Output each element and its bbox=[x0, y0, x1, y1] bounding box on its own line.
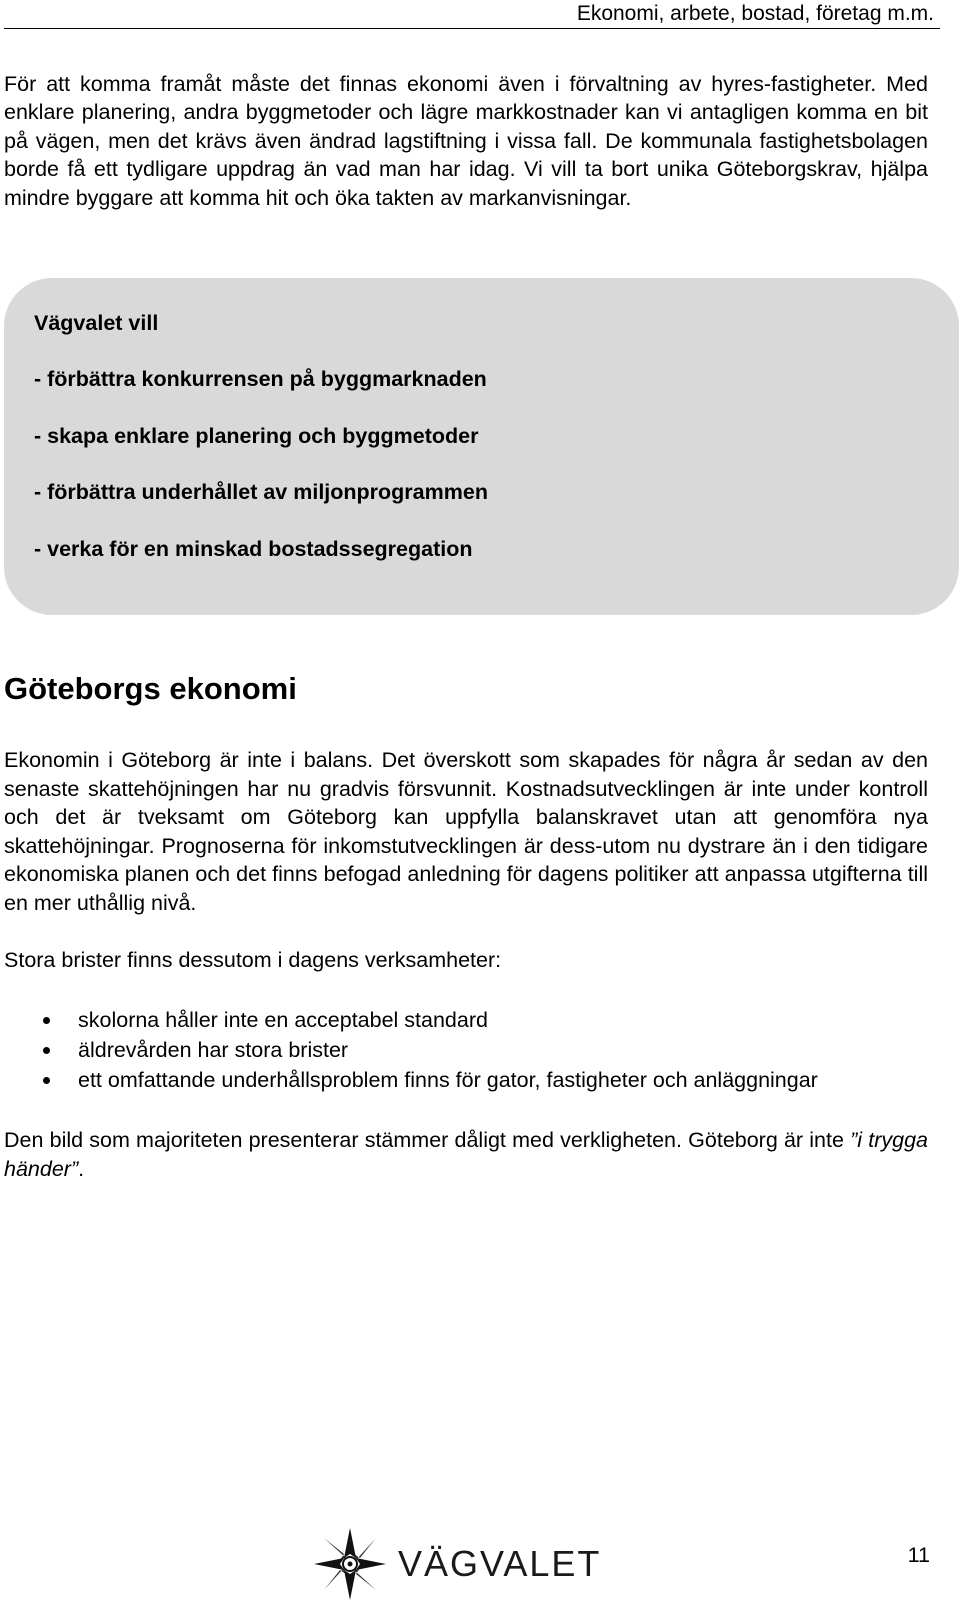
footer-logo bbox=[310, 1524, 610, 1608]
compass-star-icon bbox=[310, 1524, 390, 1604]
running-title: Ekonomi, arbete, bostad, företag m.m. bbox=[576, 2, 934, 25]
bullet-icon bbox=[43, 1047, 50, 1054]
callout-heading: Vägvalet vill bbox=[34, 311, 159, 335]
intro-paragraph: För att komma framåt måste det finnas ekonomi även i förvaltning av hyres-fastigheter. Med enklare planering, andra byggmetoder och lägre markkostnader kan vi antagligen komma en bit på vägen, men det krävs även ändrad lagstiftning i vissa fall. De kommunala fastighetsbolagen borde få ett tydligare uppdrag än vad man har idag. Vi vill ta bort unika Göteborgskrav, hjälpa mindre byggare att komma hit och öka takten av markanvisningar. bbox=[4, 72, 928, 210]
page-number: 11 bbox=[907, 1543, 930, 1567]
page-header bbox=[4, 0, 940, 29]
list-item bbox=[0, 1065, 940, 1095]
closing-paragraph bbox=[4, 1126, 928, 1183]
closing-end: . bbox=[78, 1156, 85, 1181]
callout-item: - förbättra konkurrensen på byggmarknaden bbox=[34, 367, 487, 391]
logo-wordmark: VÄGVALET bbox=[398, 1543, 602, 1584]
section-title: Göteborgs ekonomi bbox=[4, 671, 297, 706]
callout-box bbox=[4, 278, 959, 615]
deficits-list bbox=[0, 1005, 940, 1095]
bullet-icon bbox=[43, 1017, 50, 1024]
list-item-text: skolorna håller inte en acceptabel standard bbox=[78, 1008, 488, 1032]
deficits-intro: Stora brister finns dessutom i dagens verksamheter: bbox=[4, 948, 502, 972]
list-item-text: ett omfattande underhållsproblem finns för gator, fastigheter och anläggningar bbox=[78, 1068, 818, 1092]
callout-item: - verka för en minskad bostadssegregation bbox=[34, 537, 473, 561]
callout-item: - förbättra underhållet av miljonprogrammen bbox=[34, 480, 488, 504]
list-item-text: äldrevården har stora brister bbox=[78, 1038, 349, 1062]
list-item bbox=[0, 1005, 940, 1035]
bullet-icon bbox=[43, 1077, 50, 1084]
callout-item: - skapa enklare planering och byggmetoder bbox=[34, 424, 479, 448]
list-item bbox=[0, 1035, 940, 1065]
economy-paragraph: Ekonomin i Göteborg är inte i balans. Det överskott som skapades för några år sedan av den senaste skattehöjningen har nu gradvis försvunnit. Kostnadsutvecklingen är inte under kontroll och det är tveksamt om Göteborg kan uppfylla balanskravet utan att genomföra nya skattehöjningar. Prognoserna för inkomstutvecklingen är dess-utom nu dystrare än i den tidigare ekonomiska planen och det finns befogad anledning för dagens politiker att anpassa utgifterna till en mer uthållig nivå. bbox=[4, 748, 928, 915]
closing-text: Den bild som majoriteten presenterar stämmer dåligt med verkligheten. Göteborg är inte bbox=[4, 1128, 851, 1152]
closing-emphasis: ”i trygga händer” bbox=[4, 1128, 928, 1181]
